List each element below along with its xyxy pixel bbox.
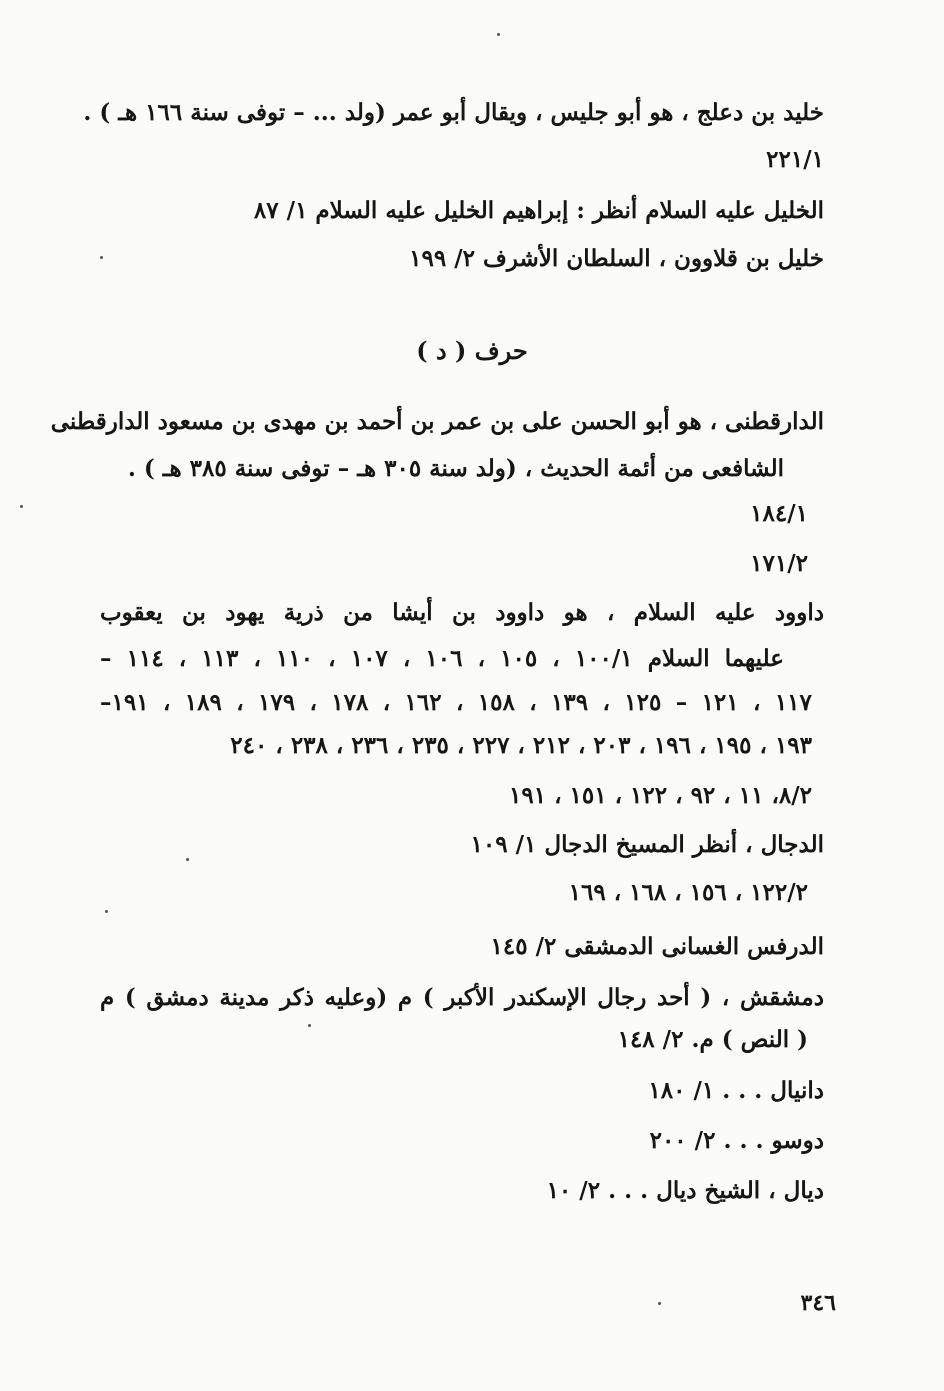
scan-speck bbox=[497, 33, 500, 36]
scan-speck bbox=[186, 858, 189, 861]
section-heading-dal: حرف ( د ) bbox=[416, 336, 528, 365]
scan-speck bbox=[20, 505, 23, 508]
entry-daraqutni-line1: الدارقطنى ، هو أبو الحسن على بن عمر بن أحمد بن مهدى بن مسعود الدارقطنى bbox=[50, 408, 824, 435]
entry-dawud-line4: ١٩٣ ، ١٩٥ ، ١٩٦ ، ٢٠٣ ، ٢١٢ ، ٢٢٧ ، ٢٣٥ ، ٢٣٦ ، ٢٣٨ ، ٢٤٠ bbox=[230, 732, 812, 759]
entry-khalil-peace: الخليل عليه السلام أنظر : إبراهيم الخليل عليه السلام ١/ ٨٧ bbox=[253, 197, 824, 224]
entry-dimashqash-line2: ( النص ) م. ٢/ ١٤٨ bbox=[617, 1026, 808, 1053]
entry-daniyal: دانيال . . . ١/ ١٨٠ bbox=[648, 1077, 824, 1104]
entry-dajjal: الدجال ، أنظر المسيخ الدجال ١/ ١٠٩ bbox=[470, 831, 824, 858]
scan-speck bbox=[100, 256, 103, 259]
entry-khalil-qalawun: خليل بن قلاوون ، السلطان الأشرف ٢/ ١٩٩ bbox=[409, 245, 824, 272]
entry-dawud-line3: ١١٧ ، ١٢١ – ١٢٥ ، ١٣٩ ، ١٥٨ ، ١٦٢ ، ١٧٨ ، ١٧٩ ، ١٨٩ ، ١٩١– bbox=[100, 689, 812, 716]
entry-dajjal-ref: ١٢٢/٢ ، ١٥٦ ، ١٦٨ ، ١٦٩ bbox=[568, 879, 808, 906]
entry-diyal: ديال ، الشيخ ديال . . . ٢/ ١٠ bbox=[546, 1177, 824, 1204]
entry-dusu: دوسو . . . ٢/ ٢٠٠ bbox=[649, 1127, 824, 1154]
entry-khalid-ref: ٢٢١/١ bbox=[766, 146, 824, 173]
entry-daraqutni-line2: الشافعى من أئمة الحديث ، (ولد سنة ٣٠٥ هـ – توفى سنة ٣٨٥ هـ ) . bbox=[127, 455, 784, 482]
scan-speck bbox=[105, 910, 108, 913]
entry-daraqutni-ref1: ١٨٤/١ bbox=[750, 500, 808, 527]
entry-dawud-line5: ٨/٢، ١١ ، ٩٢ ، ١٢٢ ، ١٥١ ، ١٩١ bbox=[509, 782, 812, 809]
entry-daraqutni-ref2: ١٧١/٢ bbox=[750, 550, 808, 577]
page-number: ٣٤٦ bbox=[800, 1290, 836, 1316]
entry-dawud-line1: داوود عليه السلام ، هو داوود بن أيشا من ذرية يهود بن يعقوب bbox=[100, 599, 824, 626]
scan-speck bbox=[308, 1024, 311, 1027]
scan-speck bbox=[658, 1302, 661, 1305]
entry-dimashqash-line1: دمشقش ، ( أحد رجال الإسكندر الأكبر ) م (وعليه ذكر مدينة دمشق ) م bbox=[100, 984, 824, 1011]
entry-durfus: الدرفس الغسانى الدمشقى ٢/ ١٤٥ bbox=[490, 933, 824, 960]
entry-khalid-line1: خليد بن دعلج ، هو أبو جليس ، ويقال أبو عمر (ولد ... – توفى سنة ١٦٦ هـ ) . bbox=[83, 99, 824, 126]
entry-dawud-line2: عليهما السلام ١٠٠/١ ، ١٠٥ ، ١٠٦ ، ١٠٧ ، ١١٠ ، ١١٣ ، ١١٤ – bbox=[100, 645, 784, 672]
